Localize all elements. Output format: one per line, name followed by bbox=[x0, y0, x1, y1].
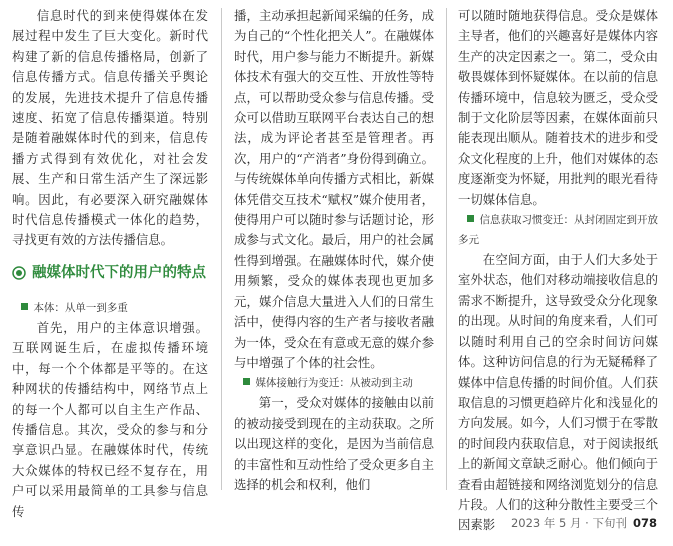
body-paragraph: 首先，用户的主体意识增强。互联网诞生后，在虚拟传播环境中，每一个个体都是平等的。在这种网状的传播结构中，网络节点上的每一个人都可以自主生产作品、传播信息。其次，受众的参与和分享意识凸显。在融媒体时代，传统大众媒体的特权已经不复存在，用户可以采用最简单的工具参与信息传 bbox=[12, 319, 208, 519]
column-1 bbox=[12, 6, 208, 522]
subheading-3-text: 信息获取习惯变迁：从封闭固定到开放多元 bbox=[458, 214, 658, 247]
column-divider-2 bbox=[446, 8, 447, 490]
page-footer bbox=[511, 515, 657, 531]
section-circle-icon bbox=[12, 266, 26, 280]
body-paragraph: 在空间方面，由于人们大多处于室外状态，他们对移动端接收信息的需求不断提升，这导致受众分化现象的出现。从时间的角度来看，人们可以随时利用自己的空余时间访问媒体。这种访问信息的行为无疑稀释了媒体中信息传播的时间价值。人们获取信息的习惯更趋碎片化和浅显化的方向发展。如今，人们习惯于在零散的时间段内获取信息，对于阅读报纸上的新闻文章缺乏耐心。他们倾向于查看由超链接和网络浏览划分的信息片段。人们的这种分散性主要受三个因素影 bbox=[458, 252, 658, 533]
square-bullet-icon bbox=[467, 215, 474, 222]
subheading-1 bbox=[12, 298, 208, 318]
body-paragraph: 播，主动承担起新闻采编的任务，成为自己的“个性化把关人”。在融媒体时代，用户参与能力不断提升。新媒体技术有强大的交互性、开放性等特点，可以帮助受众参与信息传播。受众可以借助互联网平台表达自己的想法，成为评论者甚至是管理者。再次，用户的“产消者”身份得到确立。与传统媒体单向传播方式相比，新媒体凭借交互技术“赋权”媒介使用者，使得用户可以随时参与话题讨论，形成参与式文化。最后，用户的社会属性得到增强。在融媒体时代，媒介使用频繁，受众的媒体表现也更加多元，媒介信息大量进入人们的日常生活中，使得内容的生产者与接收者融为一体，受众在有意或无意的媒介参与中增强了个体的社会性。 bbox=[234, 8, 434, 370]
subheading-3 bbox=[458, 210, 658, 250]
intro-paragraph: 信息时代的到来使得媒体在发展过程中发生了巨大变化。新时代构建了新的信息传播格局，创新了信息传播方式。信息传播关乎舆论的发展，先进技术提升了信息传播速度、拓宽了信息传播渠道。特别是随着融媒体时代的到来，信息传播方式得到有效优化，对社会发展、生产和日常生活产生了深远影响。因此，有必要深入研究融媒体时代信息传播模式一体化的趋势，寻找更有效的方法传播信息。 bbox=[12, 8, 208, 248]
section-title: 融媒体时代下的用户的特点 bbox=[32, 264, 206, 281]
column-2 bbox=[234, 6, 434, 495]
subheading-2 bbox=[234, 373, 434, 393]
subheading-2-text: 媒体接触行为变迁：从被动到主动 bbox=[255, 377, 413, 390]
column-divider-1 bbox=[221, 8, 222, 490]
page-number: 078 bbox=[632, 516, 657, 530]
subheading-1-text: 本体：从单一到多重 bbox=[33, 301, 128, 314]
issue-date: 2023 年 5 月 · 下旬刊 bbox=[510, 516, 627, 530]
body-paragraph: 第一，受众对媒体的接触由以前的被动接受到现在的主动获取。之所以出现这样的变化，是因为当前信息的丰富性和互动性给了受众更多自主选择的机会和权利，他们 bbox=[234, 395, 434, 492]
column-3 bbox=[458, 6, 658, 536]
body-paragraph: 可以随时随地获得信息。受众是媒体主导者，他们的兴趣喜好是媒体内容生产的决定因素之一。第二，受众由敬畏媒体到怀疑媒体。在以前的信息传播环境中，信息较为匮乏，受众受制于文化阶层等因素，在媒体面前只能表现出顺从。随着技术的进步和受众文化程度的上升，他们对媒体的态度逐渐变为怀疑，用批判的眼光看待一切媒体信息。 bbox=[458, 8, 658, 207]
section-heading bbox=[12, 263, 208, 284]
square-bullet-icon bbox=[243, 378, 250, 385]
square-bullet-icon bbox=[21, 303, 28, 310]
